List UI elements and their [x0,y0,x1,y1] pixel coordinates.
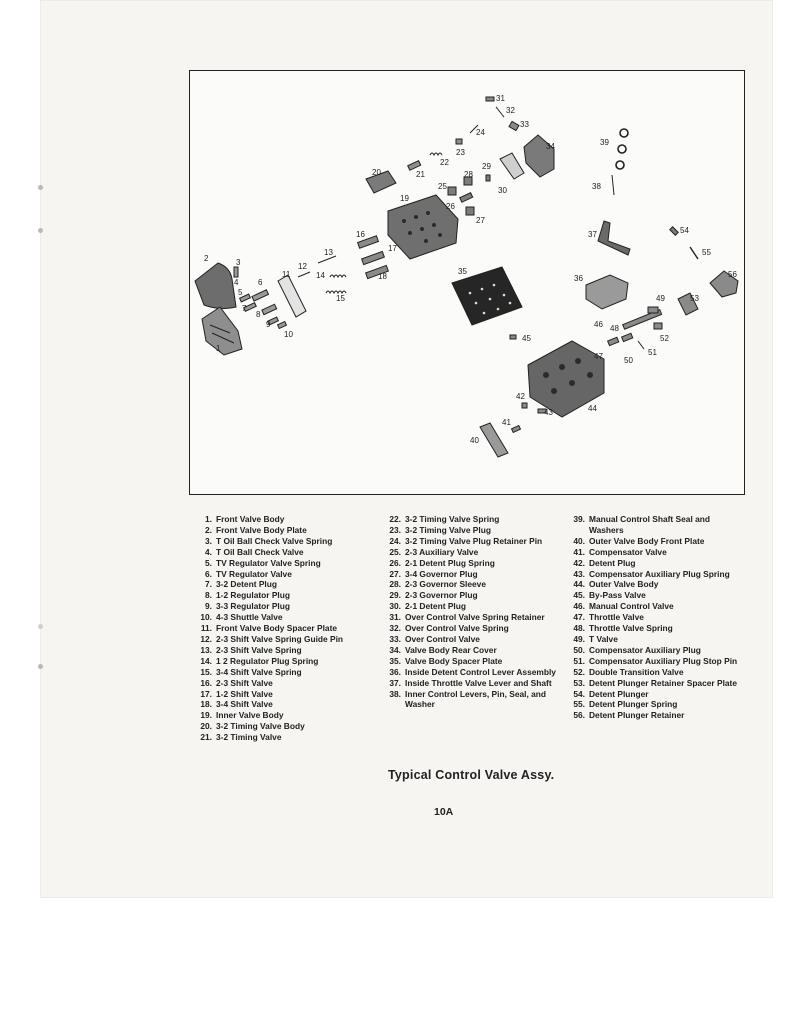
parts-list-item [565,667,745,678]
part-number: 27. [389,568,401,579]
part-name: 2-1 Detent Plug Spring [405,557,495,568]
callout-number: 14 [316,271,325,280]
callout-number: 52 [660,334,669,343]
callout-number: 47 [594,352,603,361]
parts-list-item [381,601,557,612]
callout-number: 3 [236,258,241,267]
front-valve-body-plate-part [195,263,236,309]
parts-list-item [381,547,557,558]
callout-number: 8 [256,310,261,319]
part-number: 49. [573,633,585,644]
parts-list-item [381,612,557,623]
callout-labels [204,94,737,445]
part-name: Inner Control Levers, Pin, Seal, and Washer [405,688,547,710]
parts-list-item [565,569,745,580]
part-number: 21. [200,732,212,743]
detent-plunger-spring-part [690,247,698,259]
callout-number: 29 [482,162,491,171]
front-spacer-plate-part [278,275,306,317]
parts-list-item [192,689,377,700]
part-number: 11. [200,623,212,634]
punch-hole [38,185,43,190]
callout-number: 44 [588,404,597,413]
manual-shaft-seals [616,129,628,169]
callout-number: 1 [216,344,221,353]
part-number: 33. [389,633,401,644]
part-number: 17. [200,688,212,699]
parts-list-item [192,590,377,601]
part-name: 3-4 Shift Valve Spring [216,666,302,677]
parts-list-item [565,678,745,689]
parts-list-item [381,579,557,590]
callout-number: 33 [520,120,529,129]
part-number: 2. [205,524,212,535]
callout-number: 16 [356,230,365,239]
part-name: 2-1 Detent Plug [405,601,466,612]
callout-number: 50 [624,356,633,365]
parts-list-column-3 [565,514,745,721]
part-name: Compensator Auxiliary Plug Spring [589,568,730,579]
parts-list-item [192,634,377,645]
part-name: Manual Control Valve [589,601,674,612]
part-name: 3-3 Regulator Plug [216,601,290,612]
part-name: 3-2 Timing Valve Spring [405,514,500,524]
part-name: Valve Body Rear Cover [405,644,497,655]
part-name: Outer Valve Body [589,579,659,590]
callout-number: 41 [502,418,511,427]
part-name: 2-3 Shift Valve [216,677,273,688]
part-number: 1. [205,514,212,524]
part-name: 3-2 Timing Valve Body [216,721,305,732]
callout-number: 48 [610,324,619,333]
parts-list-item [565,558,745,569]
callout-number: 7 [242,304,247,313]
part-name: TV Regulator Valve Spring [216,557,321,568]
callout-number: 10 [284,330,293,339]
parts-list-item [381,667,557,678]
parts-list-item [565,601,745,612]
part-number: 52. [573,666,585,677]
callout-number: 13 [324,248,333,257]
part-number: 54. [573,688,585,699]
parts-list-item [381,569,557,580]
parts-list-item [565,634,745,645]
part-number: 12. [200,633,212,644]
parts-list-item [192,732,377,743]
parts-list-item [192,514,377,525]
part-name: Compensator Valve [589,546,667,557]
callout-number: 43 [544,408,553,417]
punch-hole [38,228,43,233]
parts-list-item [381,656,557,667]
callout-number: 37 [588,230,597,239]
callout-number: 38 [592,182,601,191]
parts-list-item [381,689,557,711]
left-valve-spools [234,267,286,329]
part-name: Detent Plunger Retainer Spacer Plate [589,677,738,688]
part-number: 5. [205,557,212,568]
parts-list-item [381,536,557,547]
part-name: Inside Throttle Valve Lever and Shaft [405,677,552,688]
part-name: Throttle Valve Spring [589,623,673,634]
part-number: 41. [573,546,585,557]
parts-list-item [381,514,557,525]
callout-number: 2 [204,254,209,263]
callout-number: 51 [648,348,657,357]
part-name: TV Regulator Valve [216,568,292,579]
part-name: Valve Body Spacer Plate [405,655,503,666]
callout-number: 17 [388,244,397,253]
part-name: 3-4 Governor Plug [405,568,478,579]
part-name: 3-2 Timing Valve Plug [405,524,491,535]
part-name: Manual Control Shaft Seal and Washers [589,514,710,535]
part-name: 2-3 Auxiliary Valve [405,546,479,557]
page-number: 10A [434,806,454,818]
part-number: 53. [573,677,585,688]
parts-list-item [192,558,377,569]
parts-list-item [192,678,377,689]
part-number: 37. [389,677,401,688]
callout-number: 21 [416,170,425,179]
part-name: T Oil Ball Check Valve [216,546,304,557]
parts-list-item [565,710,745,721]
part-name: Front Valve Body Spacer Plate [216,623,338,634]
part-number: 32. [389,623,401,634]
part-name: 1 2 Regulator Plug Spring [216,655,319,666]
callout-number: 20 [372,168,381,177]
parts-list-item [565,590,745,601]
parts-list-item [381,645,557,656]
part-number: 55. [573,699,585,710]
part-number: 13. [200,644,212,655]
part-number: 48. [573,623,585,634]
part-name: Front Valve Body Plate [216,524,307,535]
callout-number: 49 [656,294,665,303]
callout-number: 18 [378,272,387,281]
part-name: Compensator Auxiliary Plug [589,644,701,655]
callout-number: 35 [458,267,467,276]
part-number: 20. [200,721,212,732]
part-number: 19. [200,710,212,721]
part-name: Over Control Valve Spring Retainer [405,612,545,623]
exploded-view-figure [189,70,745,495]
callout-number: 56 [728,270,737,279]
part-number: 44. [573,579,585,590]
callout-number: 42 [516,392,525,401]
parts-list-item [381,558,557,569]
part-number: 30. [389,601,401,612]
part-number: 38. [389,688,401,699]
inner-control-lever-pin [612,175,614,195]
part-number: 7. [205,579,212,590]
timing-valve-body-part [366,171,396,193]
callout-number: 32 [506,106,515,115]
part-name: 2-3 Shift Valve Spring Guide Pin [216,633,344,644]
figure-caption: Typical Control Valve Assy. [388,768,555,782]
part-name: Inside Detent Control Lever Assembly [405,666,556,677]
parts-list-item [565,536,745,547]
part-number: 26. [389,557,401,568]
part-number: 9. [205,601,212,612]
parts-list-item [192,579,377,590]
part-name: 3-4 Shift Valve [216,699,273,710]
part-name: Front Valve Body [216,514,285,524]
part-name: 3-2 Timing Valve Plug Retainer Pin [405,535,543,546]
callout-number: 26 [446,202,455,211]
callout-number: 45 [522,334,531,343]
part-number: 25. [389,546,401,557]
part-number: 23. [389,524,401,535]
callout-number: 19 [400,194,409,203]
parts-list-item [565,623,745,634]
part-name: By-Pass Valve [589,590,646,601]
part-number: 6. [205,568,212,579]
part-number: 35. [389,655,401,666]
detent-control-lever-part [586,275,628,309]
callout-number: 11 [282,270,291,279]
callout-number: 28 [464,170,473,179]
callout-number: 4 [234,278,239,287]
part-name: 2-3 Governor Plug [405,590,478,601]
part-name: Compensator Auxiliary Plug Stop Pin [589,655,738,666]
parts-list-column-1 [192,514,377,743]
part-number: 16. [200,677,212,688]
parts-list-item [192,536,377,547]
callout-number: 5 [238,288,243,297]
part-number: 24. [389,535,401,546]
part-number: 14. [200,655,212,666]
parts-list-item [192,569,377,580]
part-name: Over Control Valve [405,633,480,644]
part-number: 31. [389,612,401,623]
parts-list-item [381,678,557,689]
part-name: Detent Plunger [589,688,649,699]
part-number: 10. [200,612,212,623]
part-number: 15. [200,666,212,677]
parts-list-item [381,634,557,645]
part-number: 51. [573,655,585,666]
throttle-valve-lever-part [598,221,630,255]
callout-number: 46 [594,320,603,329]
part-number: 39. [573,514,585,524]
parts-list-item [565,645,745,656]
parts-list-item [192,601,377,612]
parts-list-item [192,612,377,623]
callout-number: 12 [298,262,307,271]
detent-plug-plate-part [500,153,524,179]
callout-number: 31 [496,94,505,103]
callout-number: 34 [546,142,555,151]
part-number: 46. [573,601,585,612]
exploded-view-illustration [190,71,746,496]
part-name: 1-2 Shift Valve [216,688,273,699]
parts-list-item [381,525,557,536]
parts-list-item [192,667,377,678]
callout-number: 24 [476,128,485,137]
outer-valve-body-front-plate-part [480,423,508,457]
part-number: 34. [389,644,401,655]
parts-list-item [192,645,377,656]
part-name: Detent Plunger Spring [589,699,678,710]
part-name: 3-2 Timing Valve [216,732,282,743]
detent-plunger-part [670,227,678,235]
callout-number: 54 [680,226,689,235]
part-number: 18. [200,699,212,710]
parts-list-column-2 [381,514,557,710]
callout-number: 40 [470,436,479,445]
parts-list-item [565,514,745,536]
callout-number: 53 [690,294,699,303]
callout-number: 25 [438,182,447,191]
parts-list-item [192,547,377,558]
part-number: 56. [573,710,585,721]
part-number: 36. [389,666,401,677]
part-name: Double Transition Valve [589,666,684,677]
part-number: 50. [573,644,585,655]
part-number: 29. [389,590,401,601]
part-number: 47. [573,612,585,623]
callout-number: 39 [600,138,609,147]
part-number: 45. [573,590,585,601]
part-name: Throttle Valve [589,612,644,623]
front-valve-body-part [202,307,242,355]
parts-list-item [565,689,745,700]
parts-list-item [192,623,377,634]
part-name: 3-2 Detent Plug [216,579,277,590]
part-name: Detent Plug [589,557,636,568]
part-name: T Oil Ball Check Valve Spring [216,535,333,546]
part-name: Detent Plunger Retainer [589,710,685,721]
part-number: 42. [573,557,585,568]
parts-list-item [192,525,377,536]
parts-list-item [565,656,745,667]
part-number: 8. [205,590,212,601]
callout-number: 27 [476,216,485,225]
punch-hole [38,664,43,669]
callout-number: 9 [266,320,271,329]
part-name: Over Control Valve Spring [405,623,509,634]
part-name: Inner Valve Body [216,710,284,721]
parts-list-item [192,699,377,710]
part-name: 4-3 Shuttle Valve [216,612,283,623]
parts-list-item [565,699,745,710]
part-name: T Valve [589,633,618,644]
callout-number: 15 [336,294,345,303]
parts-list-item [192,710,377,721]
part-number: 22. [389,514,401,524]
callout-number: 22 [440,158,449,167]
part-number: 28. [389,579,401,590]
callout-number: 6 [258,278,263,287]
part-number: 43. [573,568,585,579]
part-name: 1-2 Regulator Plug [216,590,290,601]
parts-list-item [381,590,557,601]
callout-number: 55 [702,248,711,257]
callout-number: 36 [574,274,583,283]
part-number: 4. [205,546,212,557]
parts-list-item [565,579,745,590]
part-number: 3. [205,535,212,546]
part-name: 2-3 Governor Sleeve [405,579,486,590]
parts-list-item [565,547,745,558]
parts-list-item [192,721,377,732]
parts-list-item [381,623,557,634]
punch-hole [38,624,43,629]
part-name: Outer Valve Body Front Plate [589,535,705,546]
parts-list-item [192,656,377,667]
callout-number: 23 [456,148,465,157]
callout-number: 30 [498,186,507,195]
part-number: 40. [573,535,585,546]
part-name: 2-3 Shift Valve Spring [216,644,302,655]
parts-list-item [565,612,745,623]
